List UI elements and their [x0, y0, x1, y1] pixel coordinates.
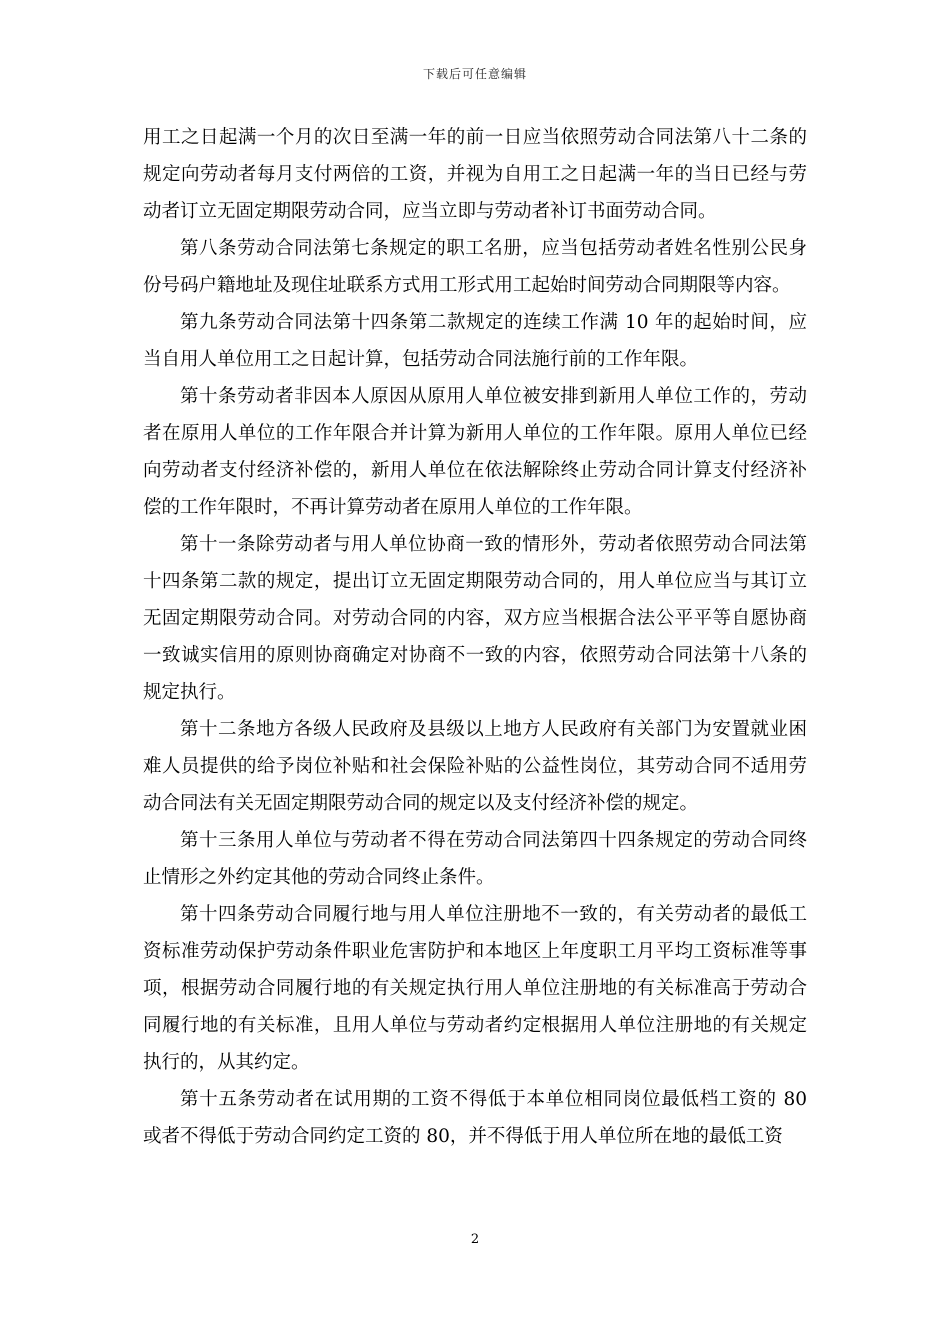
- paragraph-article-9: 第九条劳动合同法第十四条第二款规定的连续工作满 10 年的起始时间，应当自用人单位用工之日起计算，包括劳动合同法施行前的工作年限。: [143, 312, 807, 370]
- paragraph-article-13: 第十三条用人单位与劳动者不得在劳动合同法第四十四条规定的劳动合同终止情形之外约定其他的劳动合同终止条件。: [143, 830, 807, 888]
- paragraph-article-14: 第十四条劳动合同履行地与用人单位注册地不一致的，有关劳动者的最低工资标准劳动保护劳动条件职业危害防护和本地区上年度职工月平均工资标准等事项，根据劳动合同履行地的有关规定执行用人单位注册地的有关标准高于劳动合同履行地的有关标准，且用人单位与劳动者约定根据用人单位注册地的有关规定执行的，从其约定。: [143, 904, 807, 1073]
- document-body: [143, 119, 807, 1155]
- page-header: 下载后可任意编辑: [422, 67, 527, 81]
- paragraph-article-12: 第十二条地方各级人民政府及县级以上地方人民政府有关部门为安置就业困难人员提供的给予岗位补贴和社会保险补贴的公益性岗位，其劳动合同不适用劳动合同法有关无固定期限劳动合同的规定以及支付经济补偿的规定。: [143, 719, 807, 814]
- page-number: 2: [470, 1232, 480, 1247]
- paragraph-article-11: 第十一条除劳动者与用人单位协商一致的情形外，劳动者依照劳动合同法第十四条第二款的规定，提出订立无固定期限劳动合同的，用人单位应当与其订立无固定期限劳动合同。对劳动合同的内容，双方应当根据合法公平平等自愿协商一致诚实信用的原则协商确定对协商不一致的内容，依照劳动合同法第十八条的规定执行。: [143, 534, 807, 703]
- paragraph-article-8: 第八条劳动合同法第七条规定的职工名册，应当包括劳动者姓名性别公民身份号码户籍地址及现住址联系方式用工形式用工起始时间劳动合同期限等内容。: [143, 238, 807, 296]
- paragraph-article-15: 第十五条劳动者在试用期的工资不得低于本单位相同岗位最低档工资的 80 或者不得低于劳动合同约定工资的 80，并不得低于用人单位所在地的最低工资: [143, 1089, 807, 1147]
- paragraph-continuation: 用工之日起满一个月的次日至满一年的前一日应当依照劳动合同法第八十二条的规定向劳动者每月支付两倍的工资，并视为自用工之日起满一年的当日已经与劳动者订立无固定期限劳动合同，应当立即与劳动者补订书面劳动合同。: [143, 127, 807, 222]
- paragraph-article-10: 第十条劳动者非因本人原因从原用人单位被安排到新用人单位工作的，劳动者在原用人单位的工作年限合并计算为新用人单位的工作年限。原用人单位已经向劳动者支付经济补偿的，新用人单位在依法解除终止劳动合同计算支付经济补偿的工作年限时，不再计算劳动者在原用人单位的工作年限。: [143, 386, 807, 518]
